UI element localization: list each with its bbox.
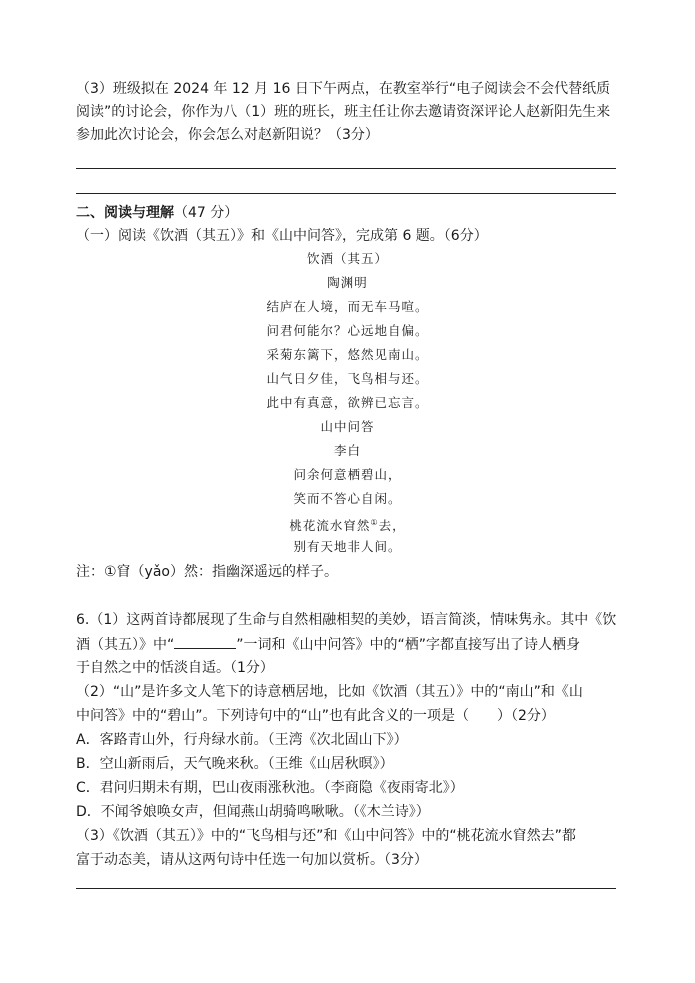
question-6-1-line: 于自然之中的恬淡自适。（1分） [76, 660, 274, 676]
poem-1-line: 采菊东篱下，悠然见南山。 [266, 347, 429, 362]
footnote: 注：①窅（yǎo）然：指幽深遥远的样子。 [76, 564, 338, 580]
option-a: A．客路青山外，行舟绿水前。（王湾《次北固山下》） [76, 732, 408, 748]
poem-2-author: 李白 [333, 443, 361, 458]
section-2-title: 二、阅读与理解 [76, 205, 174, 221]
poem-1-author: 陶渊明 [327, 275, 368, 290]
poem-2-line-3-start: 桃花流水窅然 [289, 518, 371, 534]
question-6-1-suffix: ”一词和《山中问答》中的“栖”字都直接写出了诗人栖身 [236, 637, 581, 653]
question-3-invite: （3）班级拟在 2024 年 12 月 16 日下午两点，在教室举行“电子阅读会不会代替纸质阅读”的讨论会，你作为八（1）班的班长，班主任让你去邀请资深评论人赵新阳先生来参加此次讨论会，你会怎么对赵新阳说？（3分） [76, 81, 611, 143]
part-1-intro: （一）阅读《饮酒（其五）》和《山中问答》，完成第 6 题。（6分） [76, 228, 488, 244]
fill-in-blank[interactable] [174, 634, 236, 649]
poem-2-line-with-note [0, 513, 695, 536]
poem-1-line: 此中有真意，欲辨已忘言。 [266, 395, 429, 410]
option-d: D．不闻爷娘唤女声，但闻燕山胡骑鸣啾啾。（《木兰诗》） [76, 804, 430, 820]
question-6-1-prefix: 酒（其五）》中“ [76, 637, 175, 653]
question-6-1-line [76, 634, 580, 655]
footnote-mark: ① [370, 518, 379, 527]
poem-2-line-3-end: 去， [378, 518, 406, 534]
section-2-points: （47 分） [174, 205, 239, 221]
option-b: B．空山新雨后，天气晚来秋。（王维《山居秋暝》） [76, 756, 394, 772]
poem-1-title: 饮酒（其五） [306, 251, 388, 266]
question-6-1-line: 6.（1）这两首诗都展现了生命与自然相融相契的美妙，语言简淡，情味隽永。其中《饮 [76, 612, 617, 628]
answer-line-3 [76, 888, 616, 889]
question-6-3-line: 富于动态美，请从这两句诗中任选一句加以赏析。（3分） [76, 852, 428, 868]
poem-2-line: 别有天地非人间。 [293, 539, 402, 554]
question-6-2-line: 中问答》中的“碧山”。下列诗句中的“山”也有此含义的一项是（ ）（2分） [76, 708, 555, 724]
poem-1-line: 结庐在人境，而无车马喧。 [266, 299, 429, 314]
poem-2-title: 山中问答 [320, 419, 375, 434]
question-6-3-line: （3）《饮酒（其五）》中的“飞鸟相与还”和《山中问答》中的“桃花流水窅然去”都 [76, 828, 576, 844]
poem-1-line: 问君何能尔？心远地自偏。 [266, 323, 429, 338]
answer-line-1 [76, 168, 616, 169]
section-2-heading [76, 203, 238, 223]
question-6-2-line: （2）“山”是许多文人笔下的诗意栖居地，比如《饮酒（其五）》中的“南山”和《山 [76, 684, 583, 700]
answer-line-2 [76, 193, 616, 194]
poem-2-line: 笑而不答心自闲。 [293, 491, 402, 506]
poem-2-line: 问余何意栖碧山， [293, 467, 402, 482]
poem-1-line: 山气日夕佳，飞鸟相与还。 [266, 371, 429, 386]
option-c: C．君问归期未有期，巴山夜雨涨秋池。（李商隐《夜雨寄北》） [76, 780, 464, 796]
